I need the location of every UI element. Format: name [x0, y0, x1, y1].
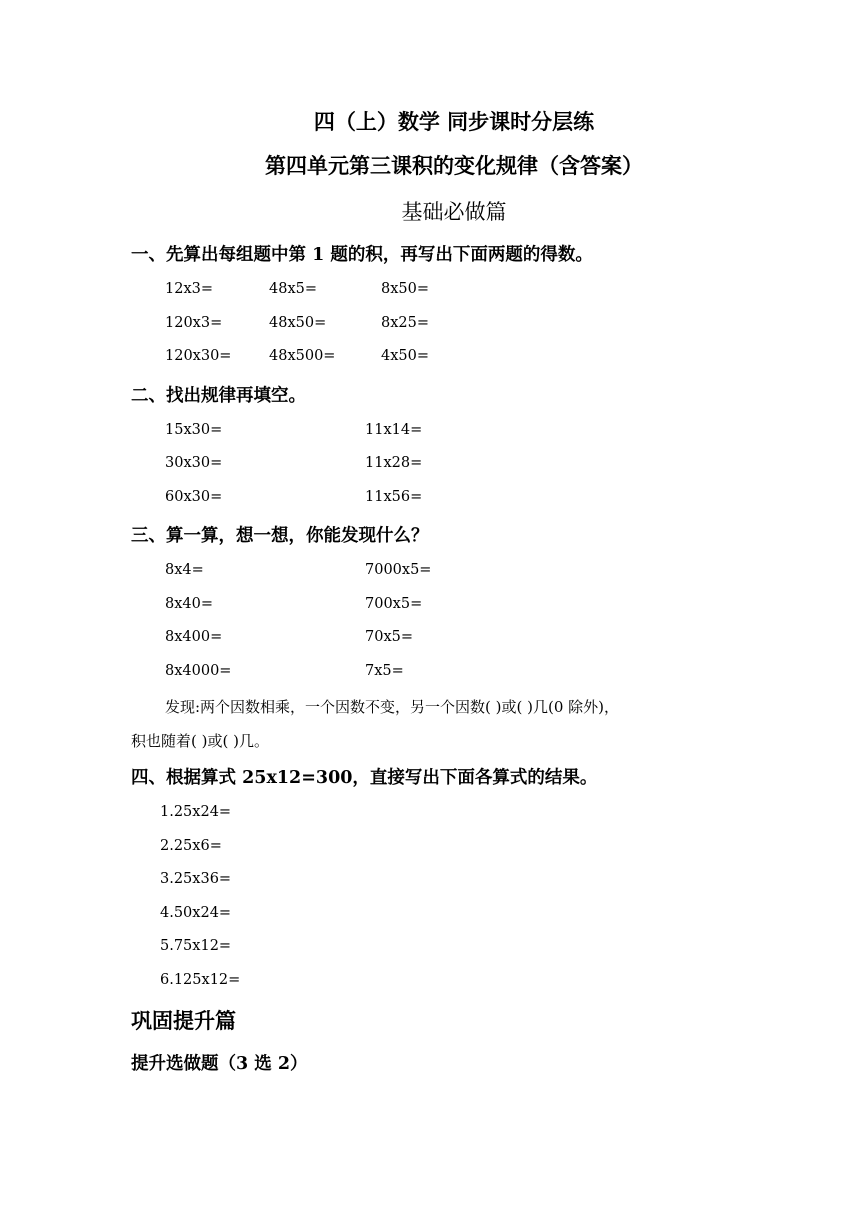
exercise-item: 120x3= [165, 315, 223, 331]
exercise-item: 8x400= [165, 629, 223, 645]
list-item: 6.125x12= [160, 972, 241, 988]
list-item: 1.25x24= [160, 804, 232, 820]
exercise-item: 48x50= [269, 315, 327, 331]
section-2-heading: 二、找出规律再填空。 [131, 386, 306, 406]
part-title-advanced: 巩固提升篇 [131, 1008, 236, 1033]
exercise-item: 120x30= [165, 348, 232, 364]
exercise-item: 60x30= [165, 489, 223, 505]
exercise-item: 15x30= [165, 422, 223, 438]
list-item: 3.25x36= [160, 871, 232, 887]
finding-text-line2: 积也随着( )或( )几。 [131, 732, 269, 750]
list-item: 4.50x24= [160, 905, 232, 921]
exercise-item: 70x5= [365, 629, 414, 645]
exercise-item: 11x56= [365, 489, 423, 505]
exercise-item: 7x5= [365, 663, 404, 679]
section-3-heading: 三、算一算，想一想，你能发现什么？ [131, 526, 429, 546]
lesson-title: 第四单元第三课积的变化规律（含答案） [265, 153, 643, 178]
exercise-item: 700x5= [365, 596, 423, 612]
exercise-item: 8x40= [165, 596, 214, 612]
exercise-item: 8x25= [381, 315, 430, 331]
exercise-item: 48x5= [269, 281, 318, 297]
list-item: 5.75x12= [160, 938, 232, 954]
exercise-item: 30x30= [165, 455, 223, 471]
exercise-item: 8x50= [381, 281, 430, 297]
section-4-heading: 四、根据算式 25x12=300，直接写出下面各算式的结果。 [131, 768, 598, 788]
exercise-item: 11x14= [365, 422, 423, 438]
document-title: 四（上）数学 同步课时分层练 [313, 109, 595, 134]
exercise-item: 12x3= [165, 281, 214, 297]
list-item: 2.25x6= [160, 838, 222, 854]
exercise-item: 48x500= [269, 348, 336, 364]
section-1-heading: 一、先算出每组题中第 1 题的积，再写出下面两题的得数。 [131, 245, 593, 265]
exercise-item: 7000x5= [365, 562, 432, 578]
optional-exercise-heading: 提升选做题（3 选 2） [131, 1054, 308, 1074]
part-title-basic: 基础必做篇 [401, 200, 507, 224]
exercise-item: 8x4000= [165, 663, 232, 679]
exercise-item: 4x50= [381, 348, 430, 364]
exercise-item: 8x4= [165, 562, 204, 578]
finding-text-line1: 发现:两个因数相乘，一个因数不变，另一个因数( )或( )几(0 除外)， [165, 698, 620, 716]
exercise-item: 11x28= [365, 455, 423, 471]
